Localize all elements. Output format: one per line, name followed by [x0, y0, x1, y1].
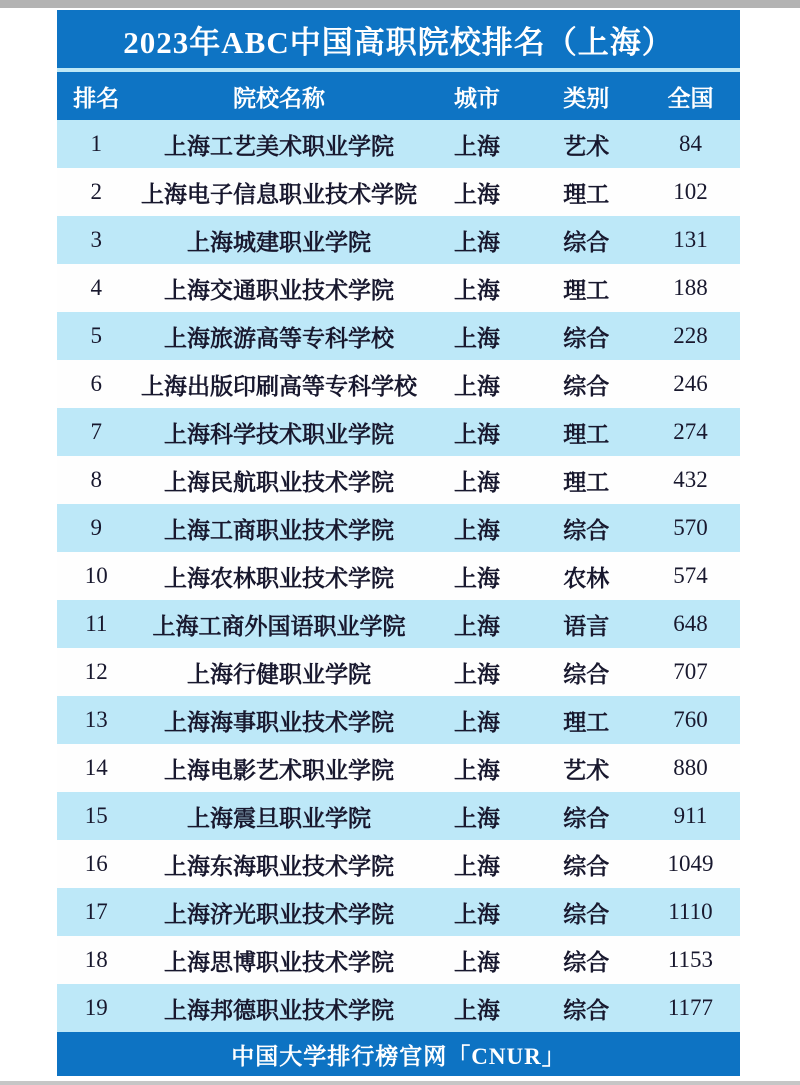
city-cell: 上海 — [454, 133, 501, 159]
table-row — [57, 312, 740, 360]
category-cell: 理工 — [563, 181, 610, 207]
national-rank-cell: 911 — [673, 803, 708, 828]
table-row — [57, 936, 740, 984]
city-cell: 上海 — [454, 277, 501, 303]
national-rank-cell: 102 — [673, 179, 708, 204]
category-cell: 综合 — [563, 805, 610, 831]
header-category: 类别 — [563, 85, 610, 111]
table-row — [57, 648, 740, 696]
header-school-name: 院校名称 — [232, 85, 325, 111]
national-rank-cell: 1049 — [667, 851, 714, 876]
city-cell: 上海 — [454, 661, 501, 687]
category-cell: 综合 — [563, 853, 610, 879]
national-rank-cell: 760 — [673, 707, 708, 732]
city-cell: 上海 — [454, 517, 501, 543]
city-cell: 上海 — [454, 469, 501, 495]
bottom-border-strip — [0, 1081, 800, 1085]
city-cell: 上海 — [454, 901, 501, 927]
category-cell: 综合 — [563, 661, 610, 687]
national-rank-cell: 707 — [673, 659, 708, 684]
rank-cell: 11 — [85, 611, 108, 636]
table-row — [57, 552, 740, 600]
school-name-cell: 上海行健职业学院 — [186, 661, 371, 687]
rank-cell: 10 — [84, 563, 108, 588]
school-name-cell: 上海旅游高等专科学校 — [163, 325, 394, 351]
national-rank-cell: 188 — [673, 275, 708, 300]
rank-cell: 14 — [84, 755, 108, 780]
city-cell: 上海 — [454, 709, 501, 735]
table-row — [57, 888, 740, 936]
school-name-cell: 上海电影艺术职业学院 — [163, 757, 394, 783]
school-name-cell: 上海科学技术职业学院 — [163, 421, 394, 447]
rank-cell: 16 — [84, 851, 108, 876]
category-cell: 理工 — [563, 421, 610, 447]
national-rank-cell: 574 — [673, 563, 708, 588]
national-rank-cell: 570 — [673, 515, 708, 540]
table-row — [57, 696, 740, 744]
city-cell: 上海 — [454, 805, 501, 831]
footer-source: 中国大学排行榜官网「CNUR」 — [57, 1032, 740, 1076]
category-cell: 综合 — [563, 949, 610, 975]
rank-cell: 8 — [90, 467, 103, 492]
rank-cell: 6 — [90, 371, 103, 396]
rank-cell: 5 — [90, 323, 103, 348]
category-cell: 语言 — [563, 613, 610, 639]
city-cell: 上海 — [454, 229, 501, 255]
school-name-cell: 上海交通职业技术学院 — [163, 277, 394, 303]
table-row — [57, 456, 740, 504]
header-rank: 排名 — [73, 85, 120, 111]
rank-cell: 9 — [90, 515, 103, 540]
national-rank-cell: 228 — [673, 323, 708, 348]
rank-cell: 4 — [90, 275, 103, 300]
city-cell: 上海 — [454, 613, 501, 639]
table-row — [57, 120, 740, 168]
school-name-cell: 上海思博职业技术学院 — [163, 949, 394, 975]
national-rank-cell: 648 — [673, 611, 708, 636]
header-national-rank: 全国 — [667, 85, 714, 111]
category-cell: 综合 — [563, 325, 610, 351]
city-cell: 上海 — [454, 997, 501, 1023]
header-city: 城市 — [454, 85, 501, 111]
table-row — [57, 600, 740, 648]
city-cell: 上海 — [454, 373, 501, 399]
table-row — [57, 744, 740, 792]
national-rank-cell: 84 — [678, 131, 702, 156]
national-rank-cell: 1177 — [667, 995, 714, 1020]
national-rank-cell: 1110 — [668, 899, 713, 924]
category-cell: 综合 — [563, 517, 610, 543]
school-name-cell: 上海海事职业技术学院 — [163, 709, 394, 735]
school-name-cell: 上海工商外国语职业学院 — [152, 613, 406, 639]
table-header-row — [57, 72, 740, 120]
category-cell: 综合 — [563, 997, 610, 1023]
national-rank-cell: 131 — [673, 227, 708, 252]
table-body — [57, 120, 740, 1032]
category-cell: 综合 — [563, 373, 610, 399]
category-cell: 综合 — [563, 229, 610, 255]
school-name-cell: 上海邦德职业技术学院 — [163, 997, 394, 1023]
category-cell: 理工 — [563, 277, 610, 303]
rank-cell: 15 — [84, 803, 108, 828]
rank-cell: 19 — [84, 995, 108, 1020]
category-cell: 理工 — [563, 469, 610, 495]
city-cell: 上海 — [454, 421, 501, 447]
school-name-cell: 上海电子信息职业技术学院 — [140, 181, 417, 207]
school-name-cell: 上海济光职业技术学院 — [163, 901, 394, 927]
page-title: 2023年ABC中国高职院校排名（上海） — [57, 10, 740, 68]
category-cell: 理工 — [563, 709, 610, 735]
table-row — [57, 264, 740, 312]
school-name-cell: 上海城建职业学院 — [186, 229, 371, 255]
rank-cell: 12 — [84, 659, 108, 684]
city-cell: 上海 — [454, 853, 501, 879]
ranking-table — [57, 10, 740, 1076]
national-rank-cell: 432 — [673, 467, 708, 492]
rank-cell: 3 — [90, 227, 103, 252]
city-cell: 上海 — [454, 757, 501, 783]
school-name-cell: 上海东海职业技术学院 — [163, 853, 394, 879]
table-row — [57, 168, 740, 216]
rank-cell: 13 — [84, 707, 108, 732]
school-name-cell: 上海工商职业技术学院 — [163, 517, 394, 543]
rank-cell: 2 — [90, 179, 103, 204]
table-row — [57, 216, 740, 264]
city-cell: 上海 — [454, 325, 501, 351]
city-cell: 上海 — [454, 565, 501, 591]
rank-cell: 7 — [90, 419, 103, 444]
category-cell: 综合 — [563, 901, 610, 927]
school-name-cell: 上海震旦职业学院 — [186, 805, 371, 831]
national-rank-cell: 246 — [673, 371, 708, 396]
national-rank-cell: 880 — [673, 755, 708, 780]
category-cell: 艺术 — [563, 757, 610, 783]
school-name-cell: 上海工艺美术职业学院 — [163, 133, 394, 159]
table-row — [57, 408, 740, 456]
category-cell: 农林 — [563, 565, 610, 591]
table-row — [57, 360, 740, 408]
rank-cell: 18 — [84, 947, 108, 972]
table-row — [57, 840, 740, 888]
national-rank-cell: 274 — [673, 419, 708, 444]
school-name-cell: 上海民航职业技术学院 — [163, 469, 394, 495]
school-name-cell: 上海出版印刷高等专科学校 — [140, 373, 417, 399]
national-rank-cell: 1153 — [667, 947, 714, 972]
category-cell: 艺术 — [563, 133, 610, 159]
top-border-strip — [0, 0, 800, 8]
school-name-cell: 上海农林职业技术学院 — [163, 565, 394, 591]
table-row — [57, 984, 740, 1032]
table-row — [57, 504, 740, 552]
table-row — [57, 792, 740, 840]
city-cell: 上海 — [454, 949, 501, 975]
city-cell: 上海 — [454, 181, 501, 207]
rank-cell: 1 — [90, 131, 103, 156]
rank-cell: 17 — [84, 899, 108, 924]
